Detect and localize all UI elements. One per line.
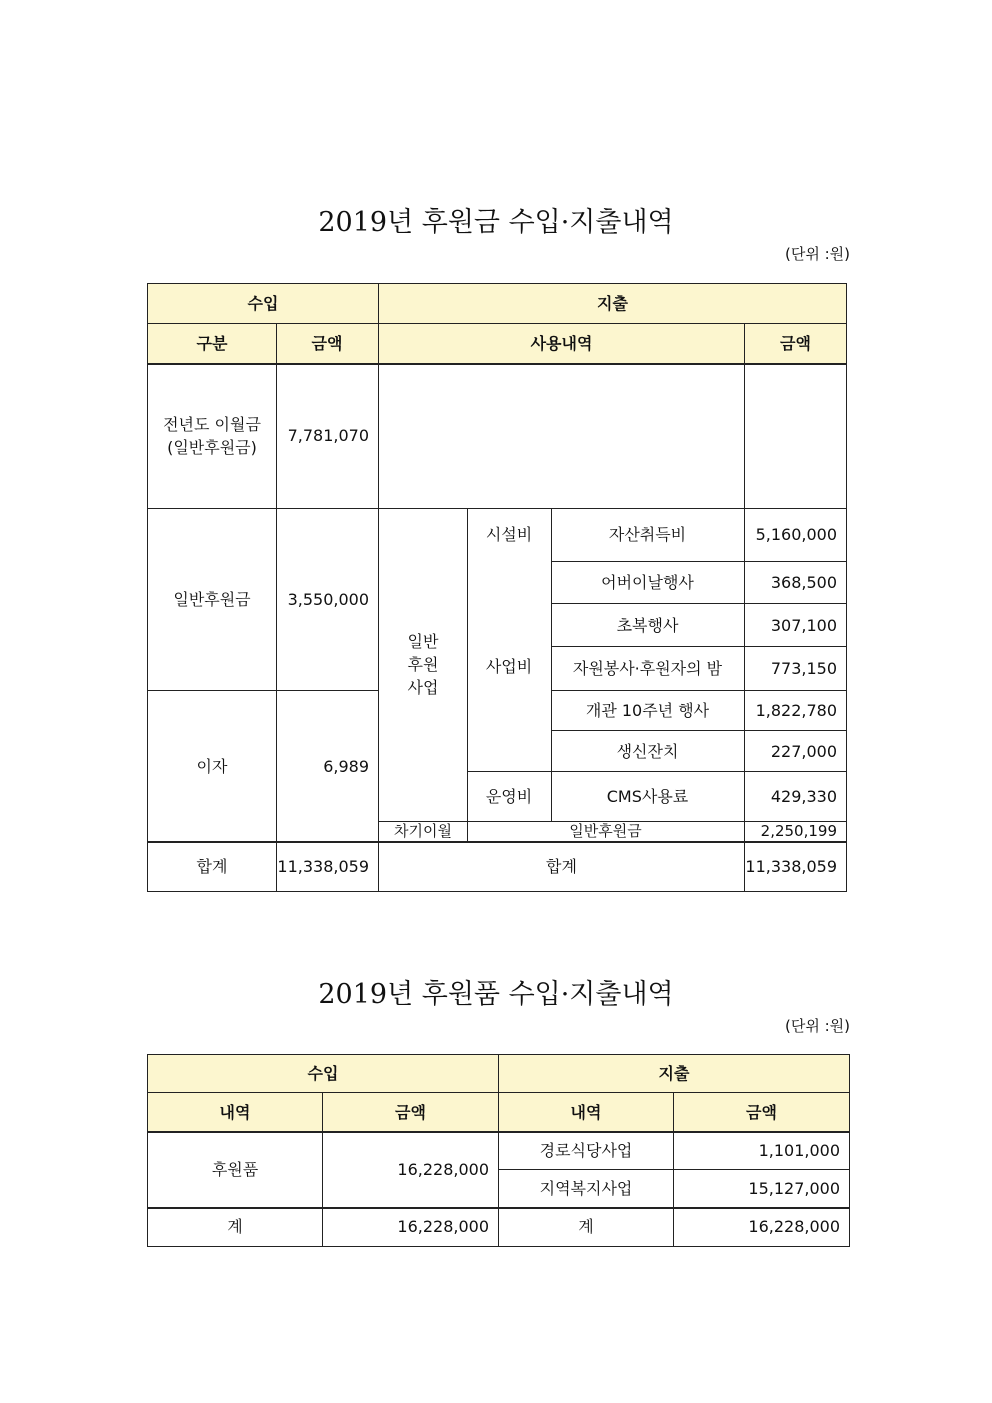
goods-income-amount-header: 금액 — [323, 1093, 498, 1132]
goods-expense-total-label: 계 — [578, 1217, 594, 1237]
expense-item-amount: 429,330 — [770, 786, 837, 806]
goods-expense-detail-header: 내역 — [499, 1093, 673, 1132]
table-border — [551, 508, 552, 821]
table-border — [846, 283, 847, 892]
expense-item-amount: 368,500 — [770, 573, 837, 593]
expense-item: 어버이날행사 — [601, 573, 694, 593]
goods-expense-header: 지출 — [499, 1055, 849, 1093]
expense-item: 초복행사 — [616, 615, 679, 635]
facility-cost-label: 시설비 — [485, 525, 533, 545]
carryover-next-amount: 2,250,199 — [760, 821, 837, 840]
donation-title: 2019년 후원금 수입·지출내역 — [318, 207, 674, 238]
goods-expense-amount-header: 금액 — [674, 1093, 849, 1132]
expense-header: 지출 — [379, 284, 846, 324]
table-border — [322, 1092, 323, 1247]
expense-item-amount: 5,160,000 — [755, 525, 837, 545]
goods-income-total-amount: 16,228,000 — [397, 1217, 489, 1237]
interest-label: 이자 — [196, 756, 228, 776]
table-border — [379, 821, 847, 822]
program-label: 일반 후원 사업 — [407, 631, 439, 698]
income-header: 수입 — [148, 284, 378, 324]
operation-cost-label: 운영비 — [485, 786, 533, 806]
goods-income-detail-header: 내역 — [148, 1093, 322, 1132]
table-border — [147, 323, 847, 324]
expense-item: 자산취득비 — [608, 525, 687, 545]
table-border — [276, 323, 277, 892]
expense-item: 생신잔치 — [616, 741, 679, 761]
goods-income-amount: 16,228,000 — [397, 1160, 489, 1180]
table-border — [378, 283, 379, 892]
table-border — [147, 283, 148, 892]
expense-item-amount: 773,150 — [770, 659, 837, 679]
usage-header: 사용내역 — [379, 324, 744, 364]
unit-label: (단위 :원) — [785, 245, 850, 263]
goods-expense-item: 경로식당사업 — [539, 1141, 633, 1161]
category-header: 구분 — [148, 324, 276, 364]
general-donation-label: 일반후원금 — [173, 589, 251, 609]
carryover-next-label: 차기이월 — [394, 821, 452, 840]
goods-expense-amount: 1,101,000 — [758, 1141, 840, 1161]
table-border — [147, 508, 847, 509]
expense-item-amount: 1,822,780 — [755, 701, 837, 721]
project-cost-label: 사업비 — [485, 657, 533, 677]
goods-income-name: 후원품 — [211, 1160, 259, 1180]
table-border — [551, 603, 847, 604]
table-border — [744, 323, 745, 892]
table-border — [467, 771, 847, 772]
general-donation-amount: 3,550,000 — [287, 589, 369, 609]
interest-amount: 6,989 — [323, 756, 369, 776]
income-total-label: 합계 — [196, 857, 228, 877]
unit-label: (단위 :원) — [785, 1017, 850, 1035]
expense-item: 개관 10주년 행사 — [585, 701, 710, 721]
table-border — [147, 283, 847, 284]
table-border — [147, 1054, 148, 1247]
income-amount-header: 금액 — [276, 324, 378, 364]
goods-income-header: 수입 — [148, 1055, 498, 1093]
expense-total-label: 합계 — [546, 857, 577, 877]
goods-expense-amount: 15,127,000 — [748, 1179, 840, 1199]
expense-amount-header: 금액 — [745, 324, 846, 364]
table-border — [147, 363, 847, 365]
table-border — [498, 1169, 850, 1170]
carryover-label: 전년도 이월금 (일반후원금) — [163, 414, 261, 457]
income-total-amount: 11,338,059 — [277, 857, 369, 877]
table-border — [498, 1054, 499, 1247]
table-border — [147, 891, 847, 892]
table-border — [147, 841, 847, 843]
table-border — [551, 690, 847, 691]
goods-title: 2019년 후원품 수입·지출내역 — [318, 979, 674, 1010]
goods-expense-item: 지역복지사업 — [539, 1179, 633, 1199]
table-border — [551, 646, 847, 647]
table-border — [147, 690, 379, 691]
table-border — [849, 1054, 850, 1247]
goods-expense-total-amount: 16,228,000 — [748, 1217, 840, 1237]
table-border — [551, 730, 847, 731]
carryover-next-name: 일반후원금 — [569, 821, 642, 840]
goods-income-total-label: 계 — [227, 1217, 243, 1237]
table-border — [467, 508, 468, 842]
expense-total-amount: 11,338,059 — [745, 857, 837, 877]
expense-item-amount: 227,000 — [770, 741, 837, 761]
table-border — [673, 1092, 674, 1247]
table-border — [551, 561, 847, 562]
expense-item: 자원봉사·후원자의 밤 — [572, 659, 723, 679]
carryover-amount: 7,781,070 — [287, 426, 369, 446]
expense-item: CMS사용료 — [606, 786, 689, 806]
expense-item-amount: 307,100 — [770, 615, 837, 635]
